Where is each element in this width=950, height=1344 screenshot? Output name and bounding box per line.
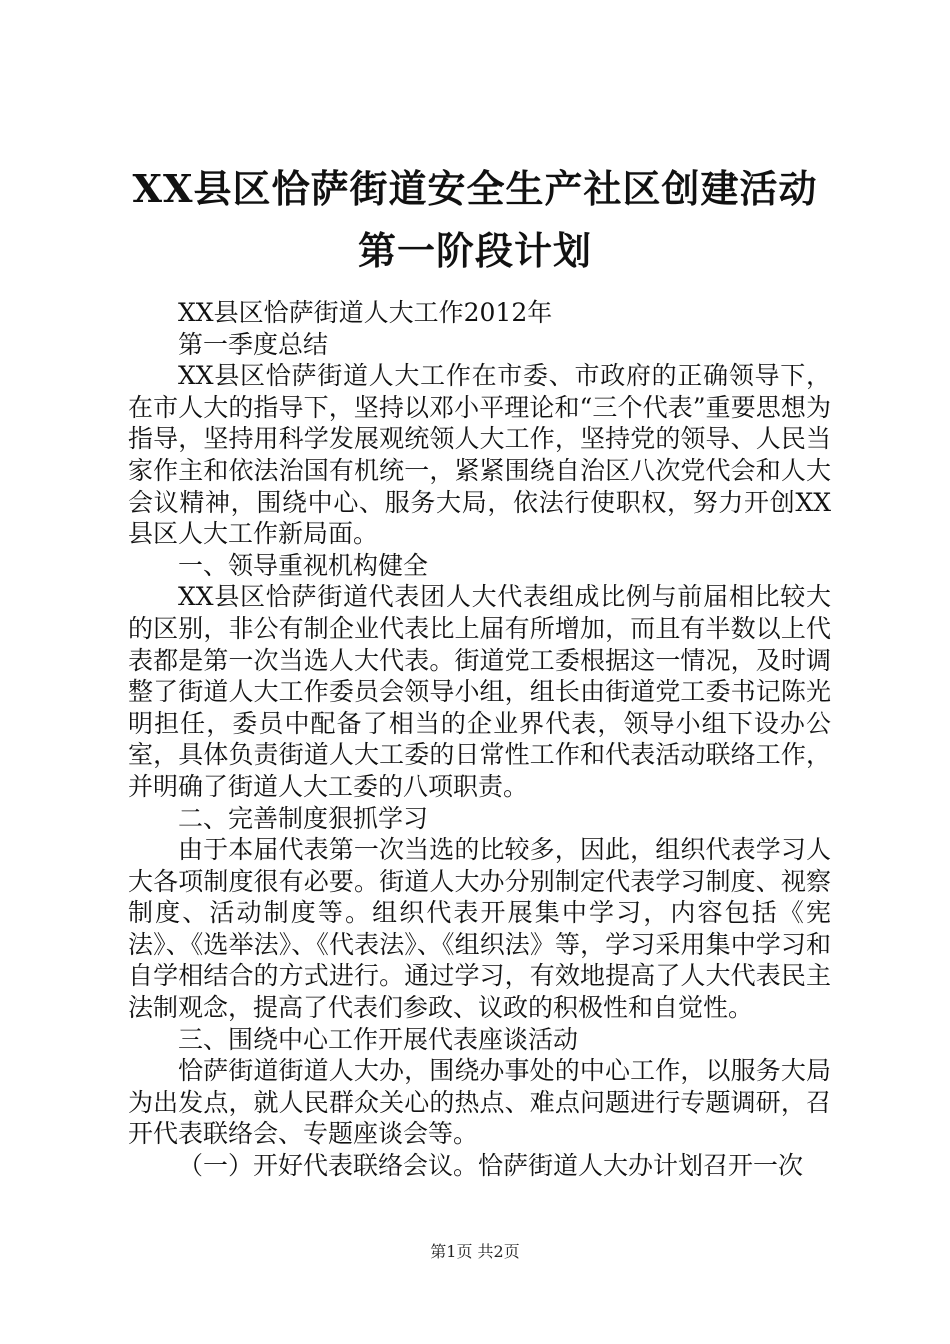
- paragraph-section-2: 由于本届代表第一次当选的比较多，因此，组织代表学习人大各项制度很有必要。街道人大办分别制定代表学习制度、视察制度、活动制度等。组织代表开展集中学习，内容包括《宪法》、《选举法》、《代表法》、《组织法》等，学习采用集中学习和自学相结合的方式进行。通过学习，有效地提高了人大代表民主法制观念，提高了代表们参政、议政的积极性和自觉性。: [128, 835, 831, 1023]
- section-heading-1: 一、领导重视机构健全: [178, 550, 429, 580]
- paragraph-subsection-1: （一）开好代表联络会议。恰萨街道人大办计划召开一次: [178, 1151, 804, 1181]
- paragraph-heading-line-1: XX县区恰萨街道人大工作2012年: [178, 298, 553, 327]
- paragraph-intro: XX县区恰萨街道人大工作在市委、市政府的正确领导下，在市人大的指导下，坚持以邓小平理论和“三个代表”重要思想为指导，坚持用科学发展观统领人大工作，坚持党的领导、人民当家作主和依法治国有机统一，紧紧围绕自治区八次党代会和人大会议精神，围绕中心、服务大局，依法行使职权，努力开创XX县区人大工作新局面。: [128, 361, 831, 549]
- paragraph-section-3: 恰萨街道街道人大办，围绕办事处的中心工作，以服务大局为出发点，就人民群众关心的热点、难点问题进行专题调研，召开代表联络会、专题座谈会等。: [128, 1056, 831, 1149]
- paragraph-heading-line-2: 第一季度总结: [178, 329, 329, 359]
- document-body: [128, 297, 831, 1182]
- section-heading-2: 二、完善制度狠抓学习: [178, 803, 429, 833]
- page-number-footer: 第1页 共2页: [430, 1242, 520, 1261]
- paragraph-section-1: XX县区恰萨街道代表团人大代表组成比例与前届相比较大的区别，非公有制企业代表比上届有所增加，而且有半数以上代表都是第一次当选人大代表。街道党工委根据这一情况，及时调整了街道人大工作委员会领导小组，组长由街道党工委书记陈光明担任，委员中配备了相当的企业界代表，领导小组下设办公室，具体负责街道人大工委的日常性工作和代表活动联络工作，并明确了街道人大工委的八项职责。: [128, 582, 831, 801]
- section-heading-3: 三、围绕中心工作开展代表座谈活动: [178, 1024, 579, 1054]
- document-title: XX县区恰萨街道安全生产社区创建活动第一阶段计划: [132, 166, 818, 273]
